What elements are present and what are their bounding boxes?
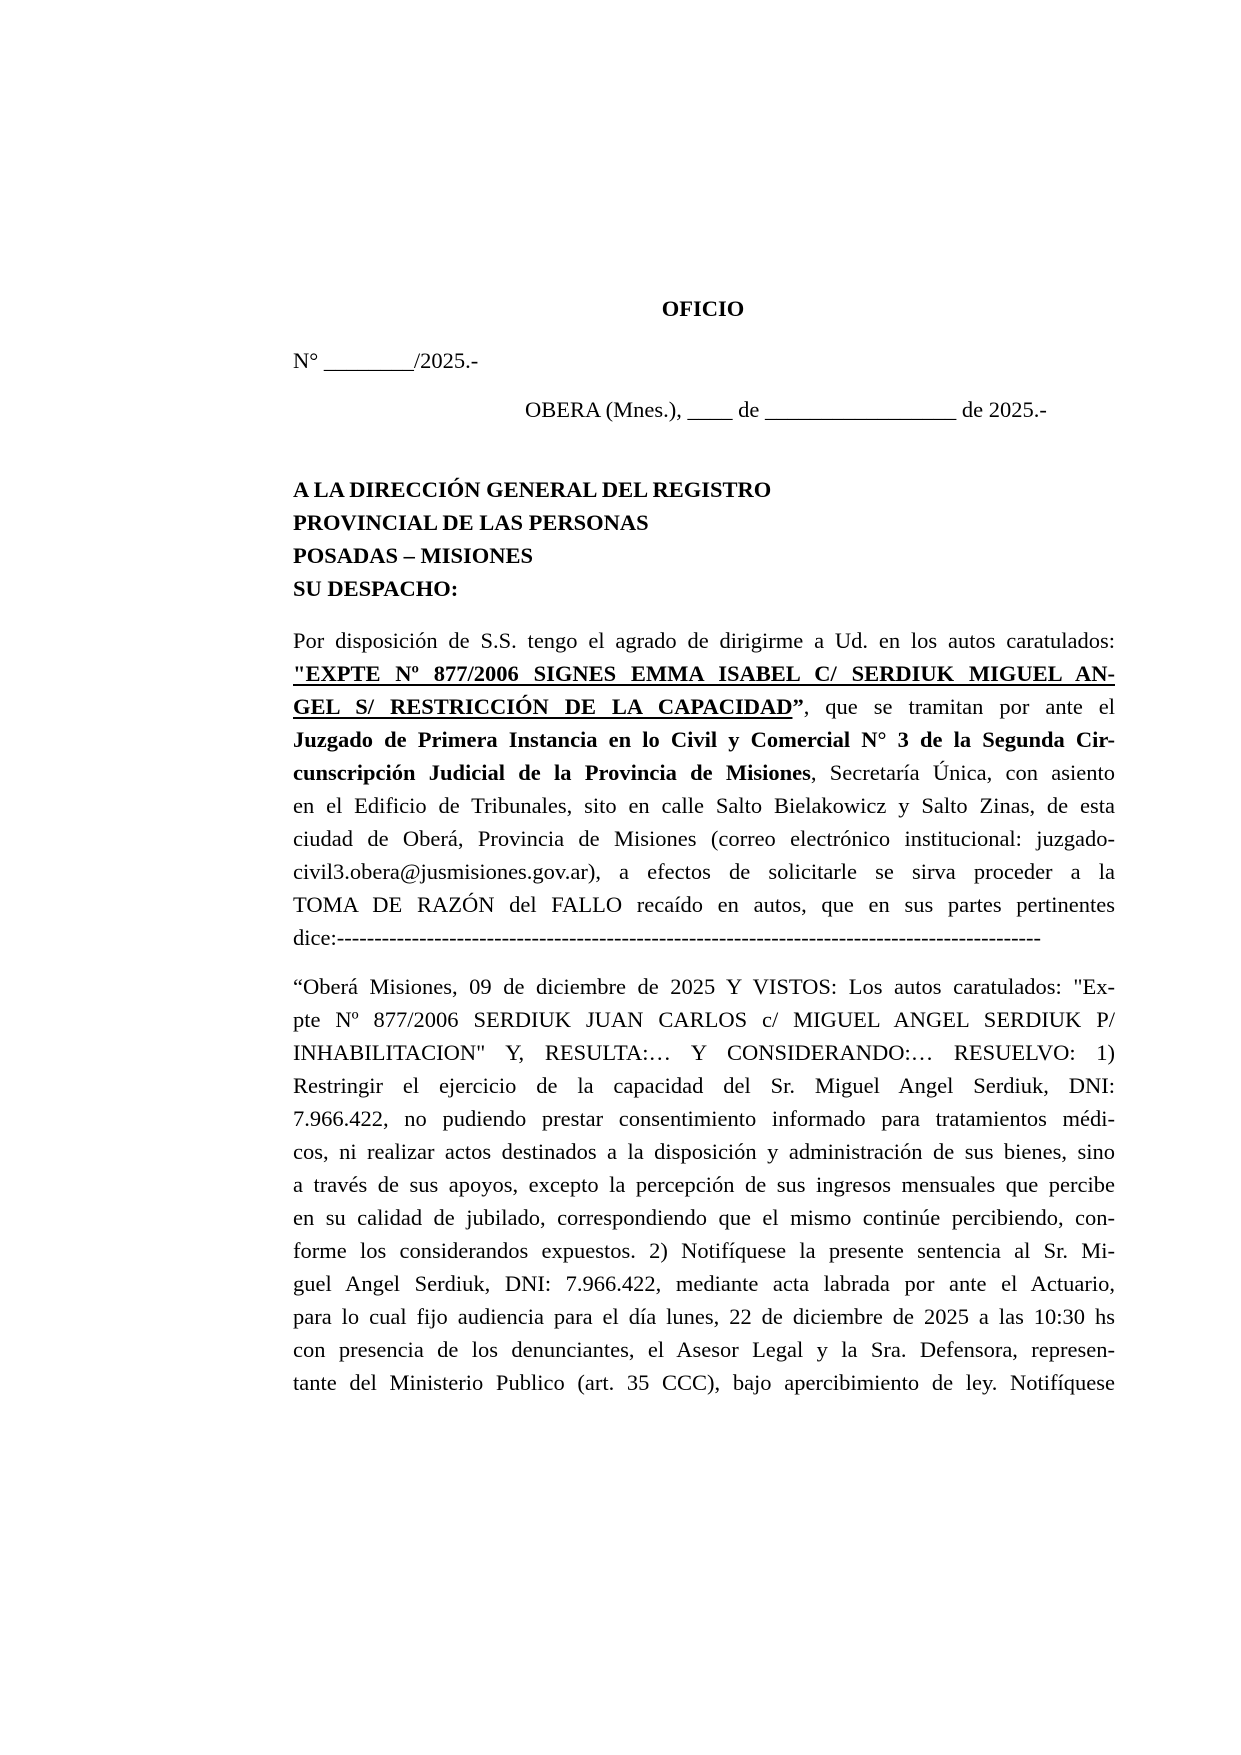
case-caption-line-2: GEL S/ RESTRICCIÓN DE LA CAPACIDAD [293,694,793,719]
oficio-number: N° ________/2025.- [293,348,479,373]
closing-quote: ” [792,694,804,719]
recipient-line-2: PROVINCIAL DE LAS PERSONAS [293,510,649,535]
paragraph-1-line: TOMA DE RAZÓN del FALLO recaído en autos, que en sus partes pertinentes [293,892,1115,917]
paragraph-1-line: ciudad de Oberá, Provincia de Misiones (correo electrónico institucional: juzgado- [293,826,1115,851]
paragraph-1-text: , Secretaría Única, con asiento [810,760,1115,785]
place-date-line: OBERA (Mnes.), ____ de _________________ de 2025.- [525,397,1047,422]
case-caption-line-1: "EXPTE Nº 877/2006 SIGNES EMMA ISABEL C/ SERDIUK MIGUEL AN- [293,661,1115,686]
ruling-line: para lo cual fijo audiencia para el día lunes, 22 de diciembre de 2025 a las 10:30 hs [293,1304,1115,1329]
recipient-line-3: POSADAS – MISIONES [293,543,534,568]
ruling-line: 7.966.422, no pudiendo prestar consentimiento informado para tratamientos médi- [293,1106,1115,1131]
ruling-line: pte Nº 877/2006 SERDIUK JUAN CARLOS c/ MIGUEL ANGEL SERDIUK P/ [293,1007,1115,1032]
paragraph-1-line [293,690,1115,723]
document-title: OFICIO [661,296,745,321]
ruling-line: Restringir el ejercicio de la capacidad del Sr. Miguel Angel Serdiuk, DNI: [293,1073,1115,1098]
paragraph-1-line: Por disposición de S.S. tengo el agrado de dirigirme a Ud. en los autos caratulados: [293,628,1115,653]
ruling-line: forme los considerandos expuestos. 2) Notifíquese la presente sentencia al Sr. Mi- [293,1238,1115,1263]
ruling-line: “Oberá Misiones, 09 de diciembre de 2025 Y VISTOS: Los autos caratulados: "Ex- [293,974,1115,999]
paragraph-1-line [293,756,1115,789]
recipient-line-1: A LA DIRECCIÓN GENERAL DEL REGISTRO [293,477,772,502]
paragraph-1-line: civil3.obera@jusmisiones.gov.ar), a efectos de solicitarle se sirva proceder a la [293,859,1115,884]
ruling-line: tante del Ministerio Publico (art. 35 CCC), bajo apercibimiento de ley. Notifíquese [293,1370,1115,1395]
paragraph-1-line: en el Edificio de Tribunales, sito en calle Salto Bielakowicz y Salto Zinas, de esta [293,793,1115,818]
paragraph-1-line: dice:---------------------------------------------------------------------------------------------- [293,925,1042,950]
recipient-line-4: SU DESPACHO: [293,576,459,601]
court-name-line-2: cunscripción Judicial de la Provincia de Misiones [293,760,811,785]
ruling-line: cos, ni realizar actos destinados a la disposición y administración de sus bienes, sino [293,1139,1115,1164]
ruling-line: en su calidad de jubilado, correspondiendo que el mismo continúe percibiendo, con- [293,1205,1115,1230]
ruling-line: guel Angel Serdiuk, DNI: 7.966.422, mediante acta labrada por ante el Actuario, [293,1271,1115,1296]
paragraph-1-text: , que se tramitan por ante el [803,694,1116,719]
ruling-line: a través de sus apoyos, excepto la percepción de sus ingresos mensuales que percibe [293,1172,1115,1197]
court-name-line-1: Juzgado de Primera Instancia en lo Civil y Comercial N° 3 de la Segunda Cir- [293,727,1115,752]
ruling-line: con presencia de los denunciantes, el Asesor Legal y la Sra. Defensora, represen- [293,1337,1115,1362]
ruling-line: INHABILITACION" Y, RESULTA:… Y CONSIDERANDO:… RESUELVO: 1) [293,1040,1115,1065]
